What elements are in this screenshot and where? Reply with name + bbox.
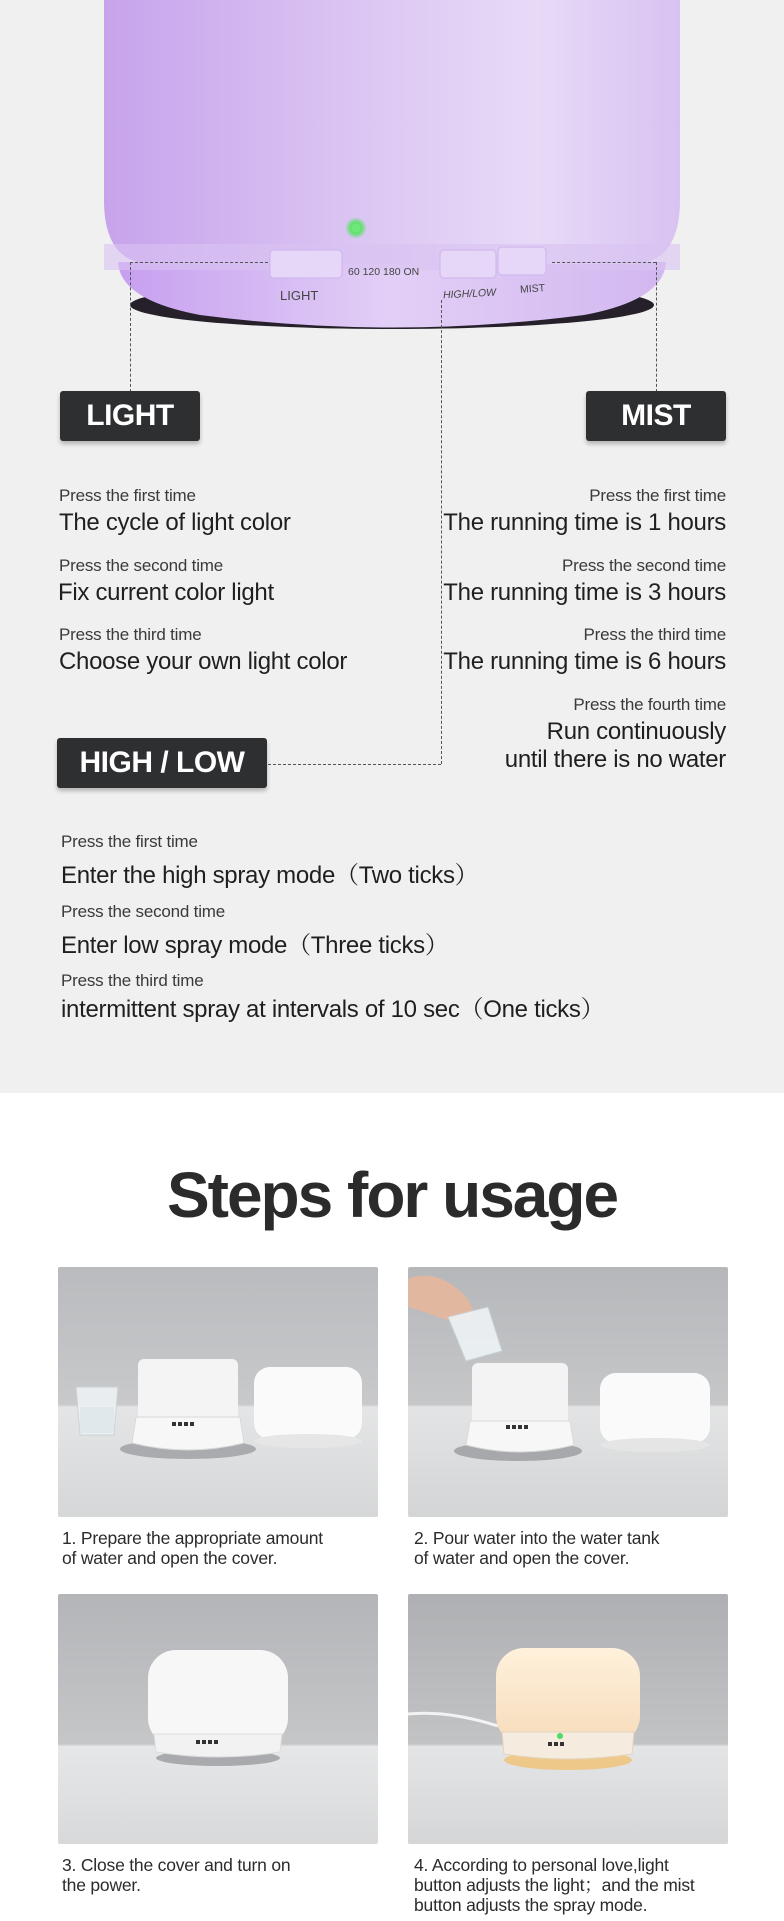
high-low-connector-vertical (441, 300, 442, 764)
step-1-photo (58, 1267, 378, 1517)
mist-press-1: Press the first time (589, 486, 726, 505)
step-2-caption-line-2: of water and open the cover. (414, 1548, 630, 1568)
high-low-action-3: intermittent spray at intervals of 10 sec（One ticks） (61, 996, 605, 1023)
step-4-caption-line-2: button adjusts the light；and the mist (414, 1875, 695, 1895)
light-connector-vertical (130, 262, 131, 392)
mist-action-3: The running time is 6 hours (443, 648, 726, 675)
step-3-caption (62, 1855, 402, 1895)
light-action-3: Choose your own light color (59, 648, 348, 675)
mist-press-2: Press the second time (562, 556, 726, 575)
high-low-button-label: HIGH/LOW (442, 286, 497, 302)
light-press-2: Press the second time (59, 556, 223, 575)
mist-action-2: The running time is 3 hours (443, 579, 726, 606)
light-press-1: Press the first time (59, 486, 196, 505)
step-4-caption (414, 1855, 754, 1915)
mist-action-4-line-1: Run continuously (546, 718, 726, 745)
high-low-press-1: Press the first time (61, 832, 198, 851)
light-connector-horizontal (130, 262, 268, 263)
steps-title: Steps for usage (166, 1159, 618, 1231)
timer-indicator-labels: 60 120 180 ON (348, 266, 420, 278)
mist-connector-horizontal (552, 262, 656, 263)
mist-press-3: Press the third time (583, 625, 726, 644)
high-low-action-1: Enter the high spray mode（Two ticks） (61, 862, 479, 889)
light-press-3: Press the third time (59, 625, 202, 644)
step-1-caption-line-2: of water and open the cover. (62, 1548, 278, 1568)
mist-action-4-line-2: until there is no water (504, 746, 726, 773)
high-low-action-2: Enter low spray mode（Three ticks） (61, 932, 449, 959)
step-3-caption-line-1: 3. Close the cover and turn on (62, 1855, 291, 1875)
mist-press-4: Press the fourth time (573, 695, 726, 714)
mist-title-badge: MIST (586, 391, 726, 441)
light-action-2: Fix current color light (58, 579, 274, 606)
mist-button-label: MIST (519, 282, 546, 296)
high-low-connector-horizontal (268, 764, 441, 765)
step-2-caption (414, 1528, 754, 1568)
step-2-photo (408, 1267, 728, 1517)
step-4-photo (408, 1594, 728, 1844)
step-2-caption-line-1: 2. Pour water into the water tank (414, 1528, 660, 1548)
mist-action-1: The running time is 1 hours (443, 509, 726, 536)
step-1-caption (62, 1528, 402, 1568)
diffuser-illustration (0, 0, 784, 340)
high-low-press-2: Press the second time (61, 902, 225, 921)
step-4-caption-line-1: 4. According to personal love,light (414, 1855, 669, 1875)
high-low-press-3: Press the third time (61, 971, 204, 990)
step-3-caption-line-2: the power. (62, 1875, 141, 1895)
light-title-badge: LIGHT (60, 391, 200, 441)
step-4-caption-line-3: button adjusts the spray mode. (414, 1895, 648, 1915)
step-3-photo (58, 1594, 378, 1844)
light-button-label: LIGHT (280, 288, 319, 303)
mist-connector-vertical (656, 262, 657, 392)
light-action-1: The cycle of light color (59, 509, 291, 536)
high-low-title-badge: HIGH / LOW (57, 738, 267, 788)
step-1-caption-line-1: 1. Prepare the appropriate amount (62, 1528, 323, 1548)
